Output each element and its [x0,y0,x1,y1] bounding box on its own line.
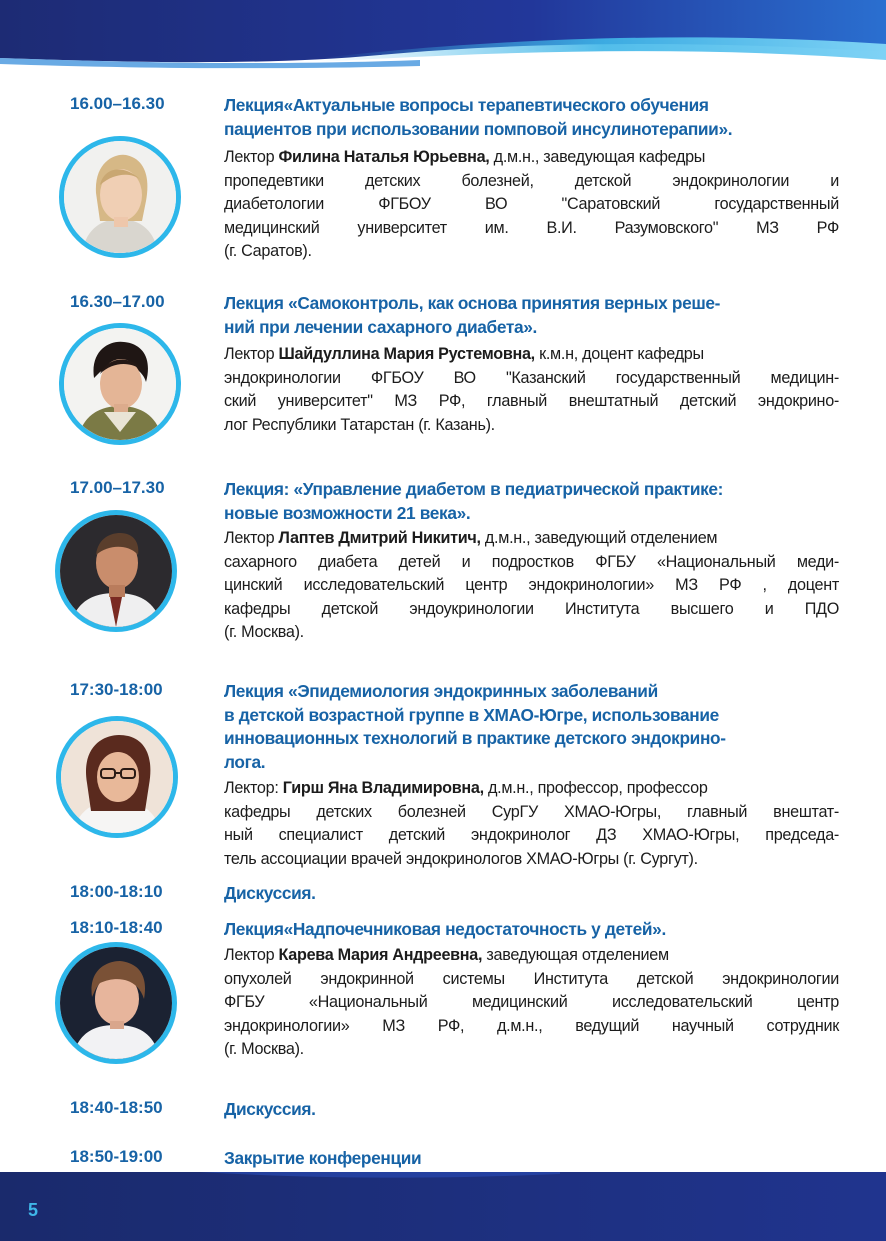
lector-prefix: Лектор [224,345,279,363]
speaker-photo [55,510,177,632]
title-line: Закрытие конференции [224,1148,422,1168]
lector-prefix: Лектор [224,946,279,964]
desc-line: эндокринологии» МЗ РФ, д.м.н., ведущий научный сотрудник [224,1016,839,1035]
desc-line: ФГБУ «Национальный медицинский исследовательский центр [224,993,839,1012]
session-description [224,343,839,437]
session-time: 16.00–16.30 [70,94,165,113]
lector-prefix: Лектор [224,148,279,166]
lector-prefix: Лектор [224,529,279,547]
desc-line: (г. Саратов). [224,242,312,261]
title-line: Лекция: «Управление диабетом в педиатрической практике: [224,479,724,499]
lector-name: Филина Наталья Юрьевна, [278,148,490,166]
session-time: 18:40-18:50 [70,1098,163,1117]
session-time: 18:50-19:00 [70,1147,163,1166]
title-line: лога. [224,751,266,772]
session-description [224,777,839,871]
lector-prefix: Лектор: [224,779,283,797]
speaker-photo [59,323,181,445]
title-line: новые возможности 21 века». [224,502,471,523]
lector-name: Гирш Яна Владимировна, [282,779,484,797]
title-line: Дискуссия. [224,883,316,903]
title-line: пациентов при использовании помповой инсулинотерапии». [224,118,733,139]
header-wave-band [0,0,886,75]
session-time: 17.00–17.30 [70,478,165,497]
lector-info: к.м.н, доцент кафедры [534,345,704,363]
lector-name: Карева Мария Андреевна, [278,946,483,964]
session-title [224,1098,839,1122]
session-description [224,527,839,645]
speaker-photo [56,716,178,838]
page-number: 5 [28,1200,39,1220]
session-description [224,944,839,1062]
lector-name: Лаптев Дмитрий Никитич, [278,529,481,547]
title-line: инновационных технологий в практике детского эндокрино- [224,728,726,748]
session-title [224,918,839,942]
session-title [224,94,839,141]
title-line: в детской возрастной группе в ХМАО-Югре, использование [224,704,719,725]
desc-line: кафедры детских болезней СурГУ ХМАО-Югры, главный внештат- [224,802,839,821]
session-time: 17:30-18:00 [70,680,163,699]
session-title [224,292,839,339]
desc-line: опухолей эндокринной системы Института детской эндокринологии [224,969,839,988]
desc-line: ский университет" МЗ РФ, главный внештатный детский эндокрино- [224,392,839,411]
title-line: Дискуссия. [224,1099,316,1119]
desc-line: лог Республики Татарстан (г. Казань). [224,415,495,434]
desc-line: эндокринологии ФГБОУ ВО "Казанский государственный медицин- [224,368,839,387]
desc-line: пропедевтики детских болезней, детской эндокринологии и [224,171,839,190]
session-time: 16.30–17.00 [70,292,165,311]
lector-name: Шайдуллина Мария Рустемовна, [278,345,535,363]
speaker-photo [55,942,177,1064]
desc-line: тель ассоциации врачей эндокринологов ХМАО-Югры (г. Сургут). [224,849,698,868]
desc-line: цинский исследовательский центр эндокринологии» МЗ РФ , доцент [224,576,839,595]
desc-line: кафедры детской эндоукринологии Института высшего и ПДО [224,599,839,618]
desc-line: диабетологии ФГБОУ ВО "Саратовский государственный [224,195,839,214]
desc-line: (г. Москва). [224,1040,304,1059]
desc-line: ный специалист детский эндокринолог ДЗ ХМАО-Югры, председа- [224,826,839,845]
lector-info: заведующая отделением [482,946,669,964]
desc-line: (г. Москва). [224,623,304,642]
speaker-photo [59,136,181,258]
footer-band [0,1172,886,1241]
title-line: ний при лечении сахарного диабета». [224,316,537,337]
lector-info: д.м.н., заведующий отделением [480,529,718,547]
lector-info: д.м.н., профессор, профессор [483,779,708,797]
lector-info: д.м.н., заведующая кафедры [489,148,706,166]
desc-line: медицинский университет им. В.И. Разумовского" МЗ РФ [224,218,839,237]
session-description [224,146,839,264]
desc-line: сахарного диабета детей и подростков ФГБУ «Национальный меди- [224,552,839,571]
session-title [224,1147,839,1171]
title-line: Лекция «Самоконтроль, как основа принятия верных реше- [224,293,721,313]
session-time: 18:00-18:10 [70,882,163,901]
title-line: Лекция «Эпидемиология эндокринных заболеваний [224,681,658,701]
title-line: Лекция«Актуальные вопросы терапевтического обучения [224,95,709,115]
title-line: Лекция«Надпочечниковая недостаточность у детей». [224,919,666,939]
session-title [224,478,839,525]
session-time: 18:10-18:40 [70,918,163,937]
session-title [224,680,839,774]
session-title [224,882,839,906]
